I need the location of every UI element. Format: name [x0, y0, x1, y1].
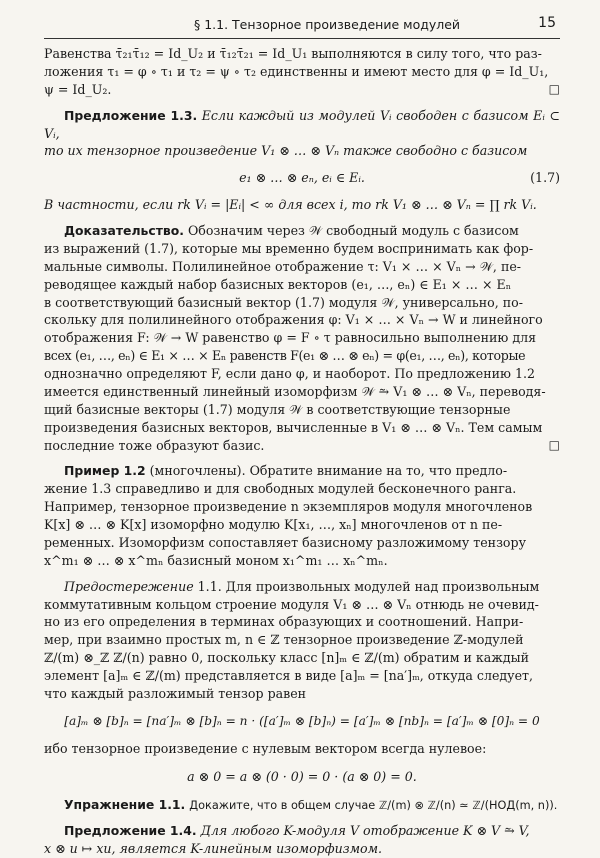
text-line: (многочлены). Обратите внимание на то, что предло- — [149, 463, 508, 479]
proposition-label: Предложение 1.4. — [64, 822, 197, 838]
proposition-text: Для любого K-модуля V отображение K ⊗ V ⥲ V, — [200, 822, 530, 838]
formula-text: e₁ ⊗ … ⊗ eₙ, eᵢ ∈ Eᵢ. — [239, 170, 365, 186]
proposition-text: x ⊗ u ↦ xu, является K-линейным изоморфизмом. — [44, 840, 383, 856]
running-header — [44, 14, 560, 39]
text-line: ложения τ₁ = φ ∘ τ₁ и τ₂ = ψ ∘ τ₂ единственны и имеют место для φ = Id_U₁, — [44, 63, 549, 79]
text-line: Обозначим через 𝒲 свободный модуль с базисом — [187, 223, 519, 238]
text-line: Например, тензорное произведение n экземпляров модуля многочленов — [44, 499, 533, 515]
page-number: 15 — [538, 15, 556, 31]
paragraph-equalities — [44, 45, 560, 99]
formula-decomposable-tensor: [a]ₘ ⊗ [b]ₙ = [na′]ₘ ⊗ [b]ₙ = n · ([a′]ₘ ⊗ [b]ₙ) = [a′]ₘ ⊗ [nb]ₙ = [a′]ₘ ⊗ [0]ₙ = 0 — [64, 713, 540, 728]
qed-icon: □ — [548, 81, 560, 96]
proof-block — [44, 222, 560, 454]
text-line: отображения F: 𝒲 → W равенство φ = F ∘ τ равносильно выполнению для — [44, 330, 537, 346]
text-line: однозначно определяют F, если дано φ, и наоборот. По предложению 1.2 — [44, 366, 536, 381]
text-line: что каждый разложимый тензор равен — [44, 685, 307, 701]
exercise-label: Упражнение 1.1. — [64, 796, 186, 812]
header-title: § 1.1. Тензорное произведение модулей — [194, 17, 461, 32]
text-line: из выражений (1.7), которые мы временно будем воспринимать как фор- — [44, 240, 534, 256]
text-fragment: последние тоже образуют базис. — [44, 437, 265, 453]
exercise-1-1 — [44, 796, 560, 814]
proposition-text: Если каждый из модулей Vᵢ свободен с базисом Eᵢ ⊂ Vᵢ, — [44, 107, 560, 141]
text-line: K[x] ⊗ … ⊗ K[x] изоморфно модулю K[x₁, …, xₙ] многочленов от n пе- — [44, 517, 503, 532]
formula-1-7 — [44, 169, 560, 187]
text-line: жение 1.3 справедливо и для свободных модулей бесконечного ранга. — [44, 481, 517, 497]
text-line: ℤ/(m) ⊗_ℤ ℤ/(n) равно 0, поскольку класс [n]ₘ ∈ ℤ/(m) обратим и каждый — [44, 650, 530, 666]
formula-zero-tensor: a ⊗ 0 = a ⊗ (0 · 0) = 0 · (a ⊗ 0) = 0. — [187, 768, 417, 784]
text-line: щий базисные векторы (1.7) модуля 𝒲 в соответствующие тензорные — [44, 401, 511, 417]
proposition-1-3 — [44, 107, 560, 214]
text-line: ременных. Изоморфизм сопоставляет базисному разложимому тензору — [44, 534, 526, 550]
text-line: в соответствующий базисный вектор (1.7) модуля 𝒲, универсально, по- — [44, 294, 524, 310]
text-line: но из его определения в терминах образующих и соотношений. Напри- — [44, 614, 524, 630]
proposition-1-4 — [44, 822, 560, 858]
text-line: скольку для полилинейного отображения φ: V₁ × … × Vₙ → W и линейного — [44, 312, 543, 328]
text-line: ибо тензорное произведение с нулевым вектором всегда нулевое: — [44, 741, 487, 757]
text-line: мальные символы. Полилинейное отображение τ: V₁ × … × Vₙ → 𝒲, пе- — [44, 258, 522, 274]
proposition-text: то их тензорное произведение V₁ ⊗ … ⊗ Vₙ также свободно с базисом — [44, 143, 528, 159]
text-line: элемент [a]ₘ ∈ ℤ/(m) представляется в виде [a]ₘ = [na′]ₘ, откуда следует, — [44, 668, 533, 683]
proof-label: Доказательство. — [64, 223, 184, 238]
caution-label: Предостережение — [64, 578, 194, 594]
text-line — [44, 437, 560, 455]
text-line — [44, 81, 560, 99]
text-line: x^m₁ ⊗ … ⊗ x^mₙ базисный моном x₁^m₁ … xₙ^mₙ. — [44, 552, 388, 568]
exercise-text: Докажите, что в общем случае ℤ/(m) ⊗ ℤ/(n) ≃ ℤ/(НОД(m, n)). — [189, 798, 558, 812]
text-line: 1.1. Для произвольных модулей над произвольным — [197, 578, 540, 594]
text-line: Равенства τ̄₂₁τ̄₁₂ = Id_U₂ и τ̄₁₂τ̄₂₁ = Id_U₁ выполняются в силу того, что раз- — [44, 46, 542, 61]
text-line: мер, при взаимно простых m, n ∈ ℤ тензорное произведение ℤ-модулей — [44, 632, 524, 648]
text-line: имеется единственный линейный изоморфизм 𝒲 ⥲ V₁ ⊗ … ⊗ Vₙ, переводя- — [44, 383, 546, 399]
example-1-2 — [44, 462, 560, 569]
text-line: всех (e₁, …, eₙ) ∈ E₁ × … × Eₙ равенств F(e₁ ⊗ … ⊗ eₙ) = φ(e₁, …, eₙ), которые — [44, 348, 526, 364]
text-line: произведения базисных векторов, вычисленные в V₁ ⊗ … ⊗ Vₙ. Тем самым — [44, 419, 543, 435]
example-label: Пример 1.2 — [64, 463, 146, 479]
text-line: реводящее каждый набор базисных векторов (e₁, …, eₙ) ∈ E₁ × … × Eₙ — [44, 276, 512, 292]
qed-icon: □ — [548, 437, 560, 452]
proposition-consequence: В частности, если rk Vᵢ = |Eᵢ| < ∞ для всех i, то rk V₁ ⊗ … ⊗ Vₙ = ∏ rk Vᵢ. — [44, 197, 537, 213]
text-fragment: ψ = Id_U₂. — [44, 81, 112, 97]
caution-1-1 — [44, 578, 560, 786]
proposition-label: Предложение 1.3. — [64, 107, 198, 123]
text-line: коммутативным кольцом строение модуля V₁ ⊗ … ⊗ Vₙ отнюдь не очевид- — [44, 596, 539, 612]
formula-number: (1.7) — [530, 170, 560, 186]
